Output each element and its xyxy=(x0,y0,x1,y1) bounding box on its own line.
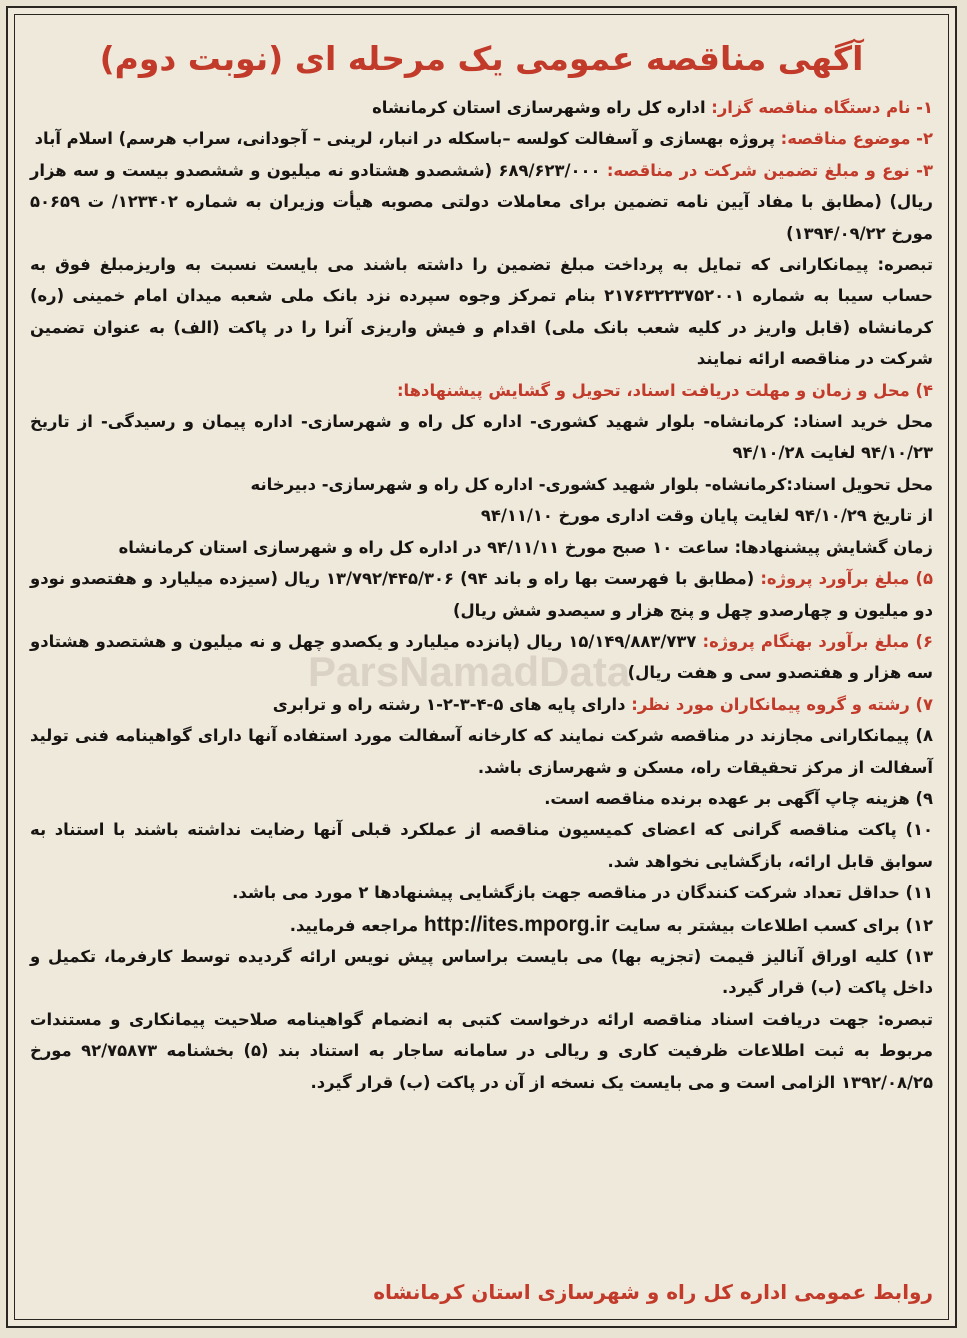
item-1-text: اداره کل راه وشهرسازی استان کرمانشاه xyxy=(372,98,712,117)
item-3 xyxy=(30,155,933,249)
item-4-purchase: محل خرید اسناد: کرمانشاه- بلوار شهید کشوری- اداره کل راه و شهرسازی- اداره پیمان و رسیدگی- از تاریخ ۹۴/۱۰/۲۳ لغایت ۹۴/۱۰/۲۸ xyxy=(30,412,933,463)
item-3-label: ۳- نوع و مبلغ تضمین شرکت در مناقصه: xyxy=(606,160,933,180)
footer-publisher: روابط عمومی اداره کل راه و شهرسازی استان کرمانشاه xyxy=(373,1280,933,1304)
item-4-opening: زمان گشایش پیشنهادها: ساعت ۱۰ صبح مورخ ۹۴/۱۱/۱۱ در اداره کل راه و شهرسازی استان کرمانشاه xyxy=(118,537,933,557)
item-10: ۱۰) پاکت مناقصه گرانی که اعضای کمیسیون مناقصه از عملکرد قبلی آنها رضایت نداشته باشند با استناد به سوابق قابل ارائه، بازگشایی نخواهد شد. xyxy=(30,820,933,871)
item-6-label: ۶) مبلغ برآورد بهنگام پروژه: xyxy=(702,631,933,651)
item-4 xyxy=(30,375,933,406)
item-7-text: دارای پایه های ۵-۴-۳-۲-۱ رشته راه و ترابری xyxy=(272,694,632,714)
item-7-label: ۷) رشته و گروه پیمانکاران مورد نظر: xyxy=(631,694,933,714)
item-13: ۱۳) کلیه اوراق آنالیز قیمت (تجزیه بها) می بایست براساس پیش نویس ارائه گردیده توسط کارفرما، تکمیل و داخل پاکت (ب) قرار گیرد. xyxy=(30,946,933,998)
item-8: ۸) پیمانکارانی مجازند در مناقصه شرکت نمایند که کارخانه آسفالت مورد استفاده آنها دارای گواهینامه فنی تولید آسفالت از مرکز تحقیقات راه، مسکن و شهرسازی باشد. xyxy=(30,726,933,777)
item-12 xyxy=(30,909,933,941)
website-link[interactable]: http://ites.mporg.ir xyxy=(423,912,610,936)
item-2-label: ۲- موضوع مناقصه: xyxy=(780,129,933,149)
item-12-pre: ۱۲) برای کسب اطلاعات بیشتر به سایت xyxy=(609,915,933,935)
item-11: ۱۱) حداقل تعداد شرکت کنندگان در مناقصه جهت بازگشایی پیشنهادها ۲ مورد می باشد. xyxy=(232,883,933,903)
notice-frame xyxy=(6,6,957,1328)
item-2 xyxy=(30,123,933,154)
note-2: تبصره: جهت دریافت اسناد مناقصه ارائه درخواست کتبی به انضمام گواهینامه صلاحیت پیمانکاری و مستندات مربوط به ثبت اطلاعات ظرفیت کاری و ریالی در سامانه ساجار به استناد بند (۵) بخشنامه ۹۲/۷۵۸۷۳ مورخ ۱۳۹۲/۰۸/۲۵ الزامی است و می بایست یک نسخه از آن در پاکت (ب) قرار گیرد. xyxy=(30,1009,933,1092)
item-1 xyxy=(30,92,933,123)
item-5-text: (مطابق با فهرست بها راه و باند ۹۴) ۱۳/۷۹۲/۴۴۵/۳۰۶ ریال (سیزده میلیارد و هفتصدو نودو دو میلیون و چهارصدو چهل و پنج هزار و سیصدو شش ریال) xyxy=(30,569,933,620)
item-5-label: ۵) مبلغ برآورد پروژه: xyxy=(760,569,933,589)
item-5 xyxy=(30,563,933,626)
note-1: تبصره: پیمانکارانی که تمایل به پرداخت مبلغ تضمین را داشته باشند می بایست نسبت به واریزمبلغ فوق به حساب سیبا به شماره ۲۱۷۶۳۲۲۳۷۵۲۰۰۱ بنام تمرکز وجوه سپرده نزد بانک ملی شعبه میدان امام خمینی (ره) کرمانشاه (قابل واریز در کلیه شعب بانک ملی) اقدام و فیش واریزی آنرا را در پاکت (الف) به عنوان تضمین شرکت در مناقصه ارائه نمایند xyxy=(30,255,933,369)
watermark: ParsNamadData xyxy=(308,648,631,695)
item-4-delivery-date: از تاریخ ۹۴/۱۰/۲۹ لغایت پایان وقت اداری مورخ ۹۴/۱۱/۱۰ xyxy=(480,506,933,526)
notice-body xyxy=(30,92,933,1098)
item-6 xyxy=(30,626,933,689)
item-4-delivery: محل تحویل اسناد:کرمانشاه- بلوار شهید کشوری- اداره کل راه و شهرسازی- دبیرخانه xyxy=(250,474,933,494)
item-4-label: ۴) محل و زمان و مهلت دریافت اسناد، تحویل و گشایش پیشنهادها: xyxy=(396,380,933,400)
item-3-text: ۶۸۹/۶۲۳/۰۰۰ (ششصدو هشتادو نه میلیون و ششصدو بیست و سه هزار ریال) (مطابق با مفاد آیین نامه تضمین برای معاملات دولتی مصوبه هیأت وزیران به شماره ۱۲۳۴۰۲/ ت ۵۰۶۵۹ مورخ ۱۳۹۴/۰۹/۲۲) xyxy=(30,160,933,243)
item-7 xyxy=(30,689,933,720)
item-9: ۹) هزینه چاپ آگهی بر عهده برنده مناقصه است. xyxy=(544,788,933,808)
item-12-post: مراجعه فرمایید. xyxy=(289,915,424,935)
notice-title: آگهی مناقصه عمومی یک مرحله ای (نوبت دوم) xyxy=(99,39,864,78)
item-1-label: ۱- نام دستگاه مناقصه گزار: xyxy=(711,98,933,117)
item-2-text: پروژه بهسازی و آسفالت کولسه –باسکله در انبار، لرینی – آجودانی، سراب هرسم) اسلام آباد xyxy=(34,129,781,149)
item-6-text: ۱۵/۱۴۹/۸۸۳/۷۳۷ ریال (پانزده میلیارد و یکصدو چهل و نه میلیون و هشتصدو هشتادو سه هزار و هفتصدو سی و هفت ریال) xyxy=(30,631,933,683)
